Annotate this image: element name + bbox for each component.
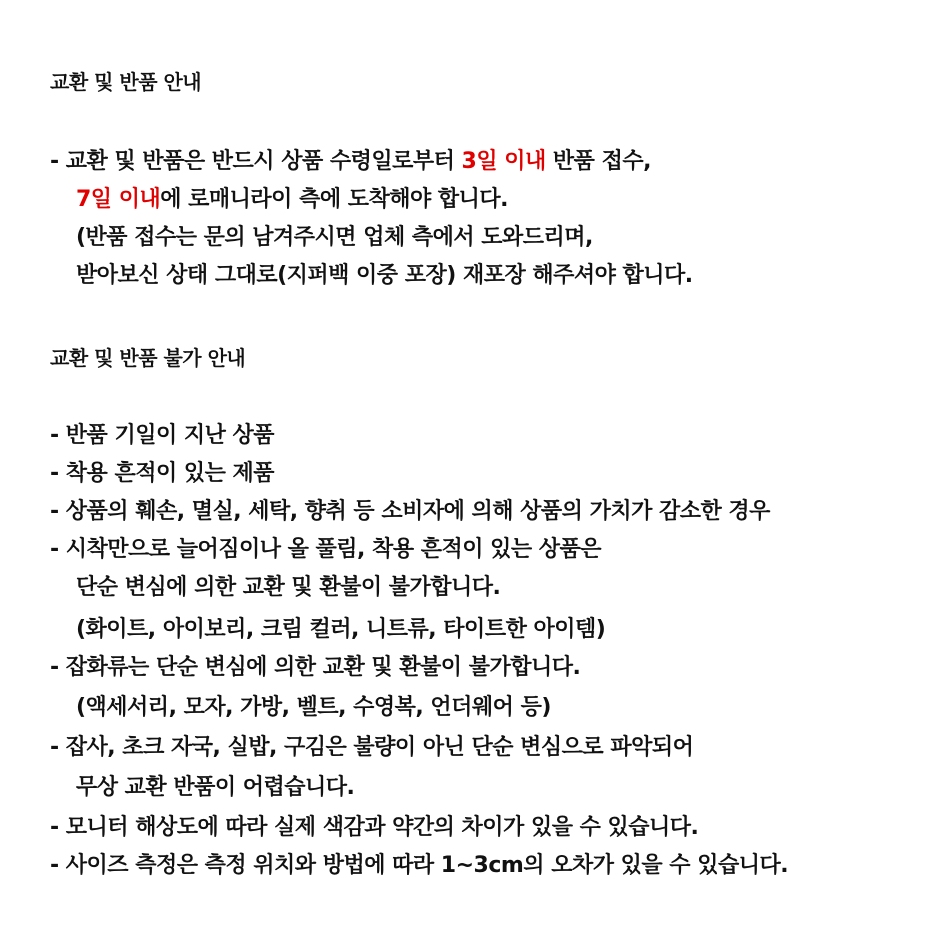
exchange-policy-line-1 — [50, 148, 651, 176]
exchange-policy-line-4: 받아보신 상태 그대로(지퍼백 이중 포장) 재포장 해주셔야 합니다. — [76, 263, 693, 288]
non-returnable-item-note: (화이트, 아이보리, 크림 컬러, 니트류, 타이트한 아이템) — [76, 617, 606, 642]
non-returnable-item: - 잡사, 초크 자국, 실밥, 구김은 불량이 아닌 단순 변심으로 파악되어 — [50, 735, 694, 760]
non-returnable-item: - 시착만으로 늘어짐이나 올 풀림, 착용 흔적이 있는 상품은 — [50, 537, 602, 562]
non-returnable-item: - 사이즈 측정은 측정 위치와 방법에 따라 1~3cm의 오차가 있을 수 있습니다. — [50, 853, 789, 878]
exchange-policy-line-2 — [76, 186, 508, 214]
non-returnable-item: - 모니터 해상도에 따라 실제 색감과 약간의 차이가 있을 수 있습니다. — [50, 815, 699, 840]
non-returnable-item: - 상품의 훼손, 멸실, 세탁, 향취 등 소비자에 의해 상품의 가치가 감소한 경우 — [50, 499, 770, 524]
non-returnable-item-continued: 무상 교환 반품이 어렵습니다. — [76, 775, 355, 800]
seven-day-deadline: 7일 이내 — [76, 187, 161, 212]
non-returnable-item: - 착용 흔적이 있는 제품 — [50, 461, 275, 486]
non-returnable-item-continued: 단순 변심에 의한 교환 및 환불이 불가합니다. — [76, 575, 501, 600]
policy-line-2-suffix: 에 로매니라이 측에 도착해야 합니다. — [160, 187, 509, 212]
non-returnable-title: 교환 및 반품 불가 안내 — [50, 346, 246, 370]
three-day-deadline: 3일 이내 — [461, 149, 546, 174]
non-returnable-item: - 잡화류는 단순 변심에 의한 교환 및 환불이 불가합니다. — [50, 655, 581, 680]
non-returnable-item: - 반품 기일이 지난 상품 — [50, 423, 275, 448]
policy-line-1-prefix: - 교환 및 반품은 반드시 상품 수령일로부터 — [50, 149, 462, 174]
exchange-policy-line-3: (반품 접수는 문의 남겨주시면 업체 측에서 도와드리며, — [76, 225, 593, 250]
policy-line-1-suffix: 반품 접수, — [545, 149, 651, 174]
non-returnable-item-note: (액세서리, 모자, 가방, 벨트, 수영복, 언더웨어 등) — [76, 695, 551, 720]
exchange-return-title: 교환 및 반품 안내 — [50, 70, 202, 94]
